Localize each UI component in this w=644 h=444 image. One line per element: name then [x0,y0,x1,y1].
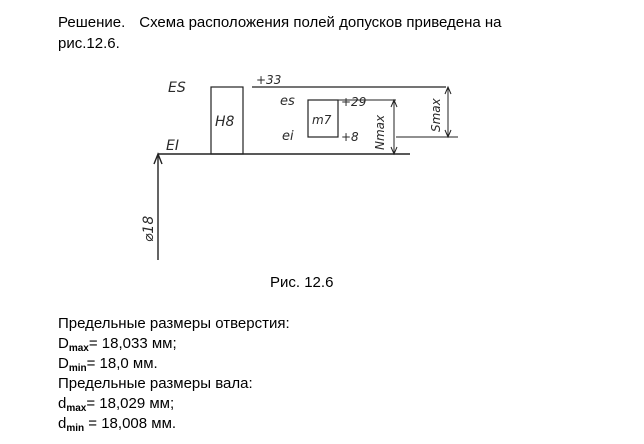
hole-dmax-sub: max [68,343,89,354]
shaft-lower-dev: +8 [341,130,359,144]
figure-caption: Рис. 12.6 [270,274,334,291]
es-hole-label: ES [168,80,186,96]
shaft-dmax-value: = 18,029 мм; [86,395,175,412]
shaft-dmax-sub: max [66,403,87,414]
shaft-dmin-symbol: d [58,415,67,432]
hole-dmin-value: = 18,0 мм. [86,355,158,372]
shaft-dmax-symbol: d [58,395,67,412]
shaft-upper-dev: +29 [341,95,367,109]
solution-label: Решение. [58,14,126,31]
intro-line-2: рис.12.6. [58,35,120,52]
shaft-field-label: m7 [312,113,332,127]
hole-upper-dev: +33 [256,73,282,87]
hole-field-label: H8 [215,114,235,130]
shaft-dmax-line [58,394,174,414]
nominal-size-label: ⌀18 [141,215,157,242]
ei-hole-label: EI [166,138,179,154]
hole-limits-heading: Предельные размеры отверстия: [58,315,290,332]
hole-dmax-symbol: D [58,335,69,352]
hole-dmax-value: = 18,033 мм; [88,335,177,352]
shaft-dmin-line [58,414,176,434]
hole-dmin-line [58,354,158,374]
shaft-limits-heading: Предельные размеры вала: [58,375,253,392]
intro-text: Схема расположения полей допусков приведена на [139,14,502,31]
es-shaft-label: es [280,94,295,109]
hole-dmin-sub: min [68,363,87,374]
smax-label: Smax [429,98,443,132]
hole-dmin-symbol: D [58,355,69,372]
nmax-label: Nmax [373,114,387,150]
shaft-dmin-sub: min [66,423,85,434]
shaft-dmin-value: = 18,008 мм. [84,415,177,432]
ei-shaft-label: ei [282,129,294,144]
hole-dmax-line [58,334,177,354]
tolerance-diagram [128,60,474,268]
intro-line-1 [58,13,502,33]
